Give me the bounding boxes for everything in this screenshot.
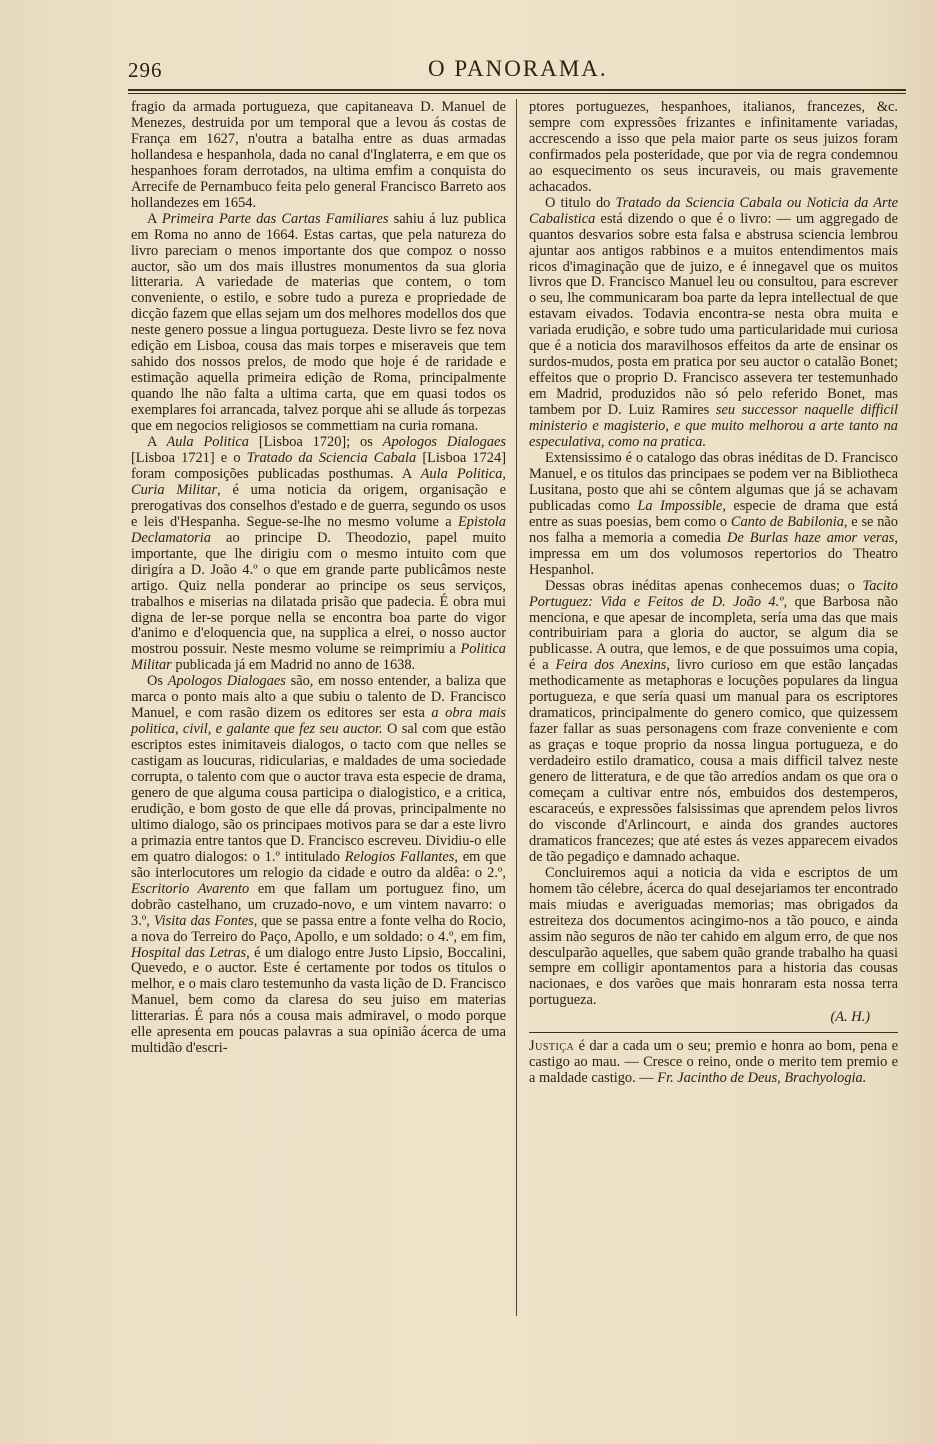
header-rule-thin bbox=[128, 93, 906, 94]
column-divider bbox=[516, 99, 517, 1316]
maxim-quote: Justiça é dar a cada um o seu; premio e honra ao bom, pena e castigo ao mau. — Cresce o reino, onde o merito tem premio e a maldade castigo. — Fr. Jacintho de Deus, Brachyologia. bbox=[529, 1038, 898, 1087]
journal-title: O PANORAMA. bbox=[428, 56, 608, 81]
paragraph: fragio da armada portugueza, que capitaneava D. Manuel de Menezes, destruida por um temporal que a levou ás costas de França em 1627, n'outra a batalha entre as duas armadas hollandesa e hespanhola, dada no canal d'Inglaterra, e em que os hespanhoes foram derrotados, na ultima emfim a conquista do Arrecife de Pernambuco feita pelo general Francisco Barreto aos hollandezes em 1654. bbox=[131, 99, 506, 211]
paragraph: A Aula Politica [Lisboa 1720]; os Apologos Dialogaes [Lisboa 1721] e o Tratado da Sciencia Cabala [Lisboa 1724] foram composições publicadas posthumas. A Aula Politica, Curia Militar, é uma noticia da origem, organisação e prerogativas dos conselhos d'estado e de guerra, segundo os usos e leis d'Hespanha. Segue-se-lhe no mesmo volume a Epistola Declamatoria ao principe D. Theodozio, papel muito importante, que lhe dirigiu com o mesmo intuito com que dirigíra a D. João 4.º o que em grande parte publicâmos neste artigo. Quiz nella ponderar ao principe os seus serviços, trabalhos e miserias na dilatada prisão que padecia. É obra mui digna de ler-se porque nella se encontra boa parte do vigor d'animo e d'eloquencia que, na supplica a elrei, o nosso auctor mostrou possuir. Neste mesmo volume se reimprimiu a Politica Militar publicada já em Madrid no anno de 1638. bbox=[131, 434, 507, 674]
paragraph: Os Apologos Dialogaes são, em nosso entender, a baliza que marca o ponto mais alto a que subiu o talento de D. Francisco Manuel, e com rasão dizem os editores ser esta a obra mais politica, civil, e galante que fez seu auctor. O sal com que estão escriptos estes inimitaveis dialogos, o tacto com que nelles se castigam as loucuras, ridicularias, e maldades de uma sociedade corrupta, o talento com que o auctor trava esta especie de drama, genero de que alguma cousa participa o dialogistico, e a critica, erudição, e bom gosto de que elle dá provas, principalmente no ultimo dialogo, são os principaes motivos para se dar a este livro a primazia entre tantos que D. Francisco escreveu. Dividiu-o elle em quatro dialogos: o 1.º intitulado Relogios Fallantes, em que são interlocutores um relogio da cidade e outro da aldêa: o 2.º, Escritorio Avarento em que fallam um portuguez fino, um dobrão castelhano, um cruzado-novo, e um vintem navarro: o 3.º, Visita das Fontes, que se passa entre a fonte velha do Rocio, a nova do Terreiro do Paço, Apollo, e um soldado: o 4.º, em fim, Hospital das Letras, é um dialogo entre Justo Lipsio, Boccalini, Quevedo, e o auctor. Este é certamente por todos os titulos o melhor, e o mais claro testemunho da vasta lição de D. Francisco Manuel, bem como da claresa do seu juiso em materias litterarias. É para nós a cousa mais admiravel, o modo porque elle apresenta em poucas palavras a sua opinião ácerca de uma multidão d'escri- bbox=[131, 673, 507, 1057]
paragraph: A Primeira Parte das Cartas Familiares sahiu á luz publica em Roma no anno de 1664. Estas cartas, que pela natureza do livro pareciam o menos importante dos que compoz o nosso auctor, são um dos mais illustres monumentos da sua gloria litteraria. A variedade de materias que contem, o tom conveniente, o estilo, e sobre tudo a pureza e propriedade de dicção fazem que ellas sejam um dos melhores modellos dos que neste genero possue a lingua portugueza. Deste livro se fez nova edição em Lisboa, cousa das mais torpes e miseraveis que tem sahido dos nossos prelos, de modo que hoje é de raridade e estimação aquella primeira edição de Roma, principalmente quando lhe não falta a ultima carta, que em quasi todos os exemplares foi arrancada, talvez porque ahi se allude ás torpezas que em negocios religiosos se commettiam na curia romana. bbox=[131, 210, 507, 435]
paragraph: Dessas obras inéditas apenas conhecemos duas; o Tacito Portuguez: Vida e Feitos de D. João 4.º, que Barbosa não menciona, e que apesar de incompleta, sería uma das que mais contribuiriam para a gloria do auctor, se algum dia se publicasse. A outra, que lemos, e de que possuimos uma copia, é a Feira dos Anexins, livro curioso em que estão lançadas methodicamente as metaphoras e locuções populares da lingua portugueza, e que sería quasi um manual para os escriptores dramaticos, principalmente do genero comico, que quizessem fazer fallar as suas personagens com fraze conveniente e com as graças e toque proprio da nossa lingua portugueza, e do verdadeiro estilo dramatico, cousa a mais difficil talvez neste genero de litteratura, e de que tão arredíos andam os que ora o começam a cultivar entre nós, embuidos dos destemperos, escaraceús, e expressões falsissimas que aprendem pelos livros do visconde d'Arlincourt, e ainda dos grandes auctores dramaticos francezes; que até estes ás vezes apparecem eivados de tão pegadiço e damnado achaque. bbox=[529, 577, 898, 865]
paragraph: O titulo do Tratado da Sciencia Cabala ou Noticia da Arte Cabalistica está dizendo o que é o livro: — um aggregado de quantos desvarios sobre esta falsa e abstrusa sciencia lembrou ajuntar aos antigos rabbinos e a muitos entendimentos mais ricos d'imaginação que de juizo, e é innegavel que os muitos livros que D. Francisco Manuel leu ou consultou, para escrever o seu, lhe communicaram boa parte da lepra intellectual de que estavam eivados. Todavia encontra-se nesta obra muita e variada erudição, e sobre tudo uma particularidade mui curiosa que é a noticia dos maravilhosos effeitos da arte de ensinar os surdos-mudos, posta em pratica por seu auctor o catalão Bonet; effeitos que o proprio D. Francisco assevera ter testemunhado em Madrid, produzidos não só pelo referido Bonet, mas tambem por D. Luiz Ramires seu successor naquelle difficil ministerio e magisterio, e que muito melhorou a arte tanto na especulativa, como na pratica. bbox=[529, 194, 898, 451]
left-column bbox=[131, 100, 506, 1057]
page-header bbox=[128, 58, 906, 88]
paragraph: Concluiremos aqui a noticia da vida e escriptos de um homem tão célebre, ácerca do qual desejariamos ter encontrado mais miudas e averiguadas memorias; mas obrigados da estreiteza dos documentos acingimo-nos a tão pouco, e ainda assim não seguros de não ter cahido em algum erro, de que nos desculparão aquelles, que sabem quão grande trabalho ha quasi sempre em colligir apontamentos para a historia das cousas nacionaes, e dos varões que mais honraram esta nossa terra portugueza. bbox=[529, 864, 898, 1009]
paragraph: Extensissimo é o catalogo das obras inéditas de D. Francisco Manuel, e os titulos das principaes se podem ver na Bibliotheca Lusitana, posto que ahi se côntem algumas que já se achavam publicadas como La Impossible, especie de drama que está entre as suas poesias, bem como o Canto de Babilonia, e se não nos falha a memoria a comedia De Burlas haze amor veras, impressa em um dos volumosos repertorios do Theatro Hespanhol. bbox=[529, 449, 898, 578]
right-column bbox=[529, 100, 898, 1087]
section-separator bbox=[529, 1032, 898, 1033]
page-number: 296 bbox=[128, 58, 163, 82]
paragraph: ptores portuguezes, hespanhoes, italianos, francezes, &c. sempre com expressões frizantes e infinitamente variadas, accrescendo a isso que pela maior parte os seus juizos foram confirmados pela posteridade, que por via de regra condemnou ao esquecimento os seus incuraveis, ou mais gravemente achacados. bbox=[529, 99, 898, 195]
header-rule bbox=[128, 89, 906, 91]
author-signature: (A. H.) bbox=[830, 1009, 870, 1026]
